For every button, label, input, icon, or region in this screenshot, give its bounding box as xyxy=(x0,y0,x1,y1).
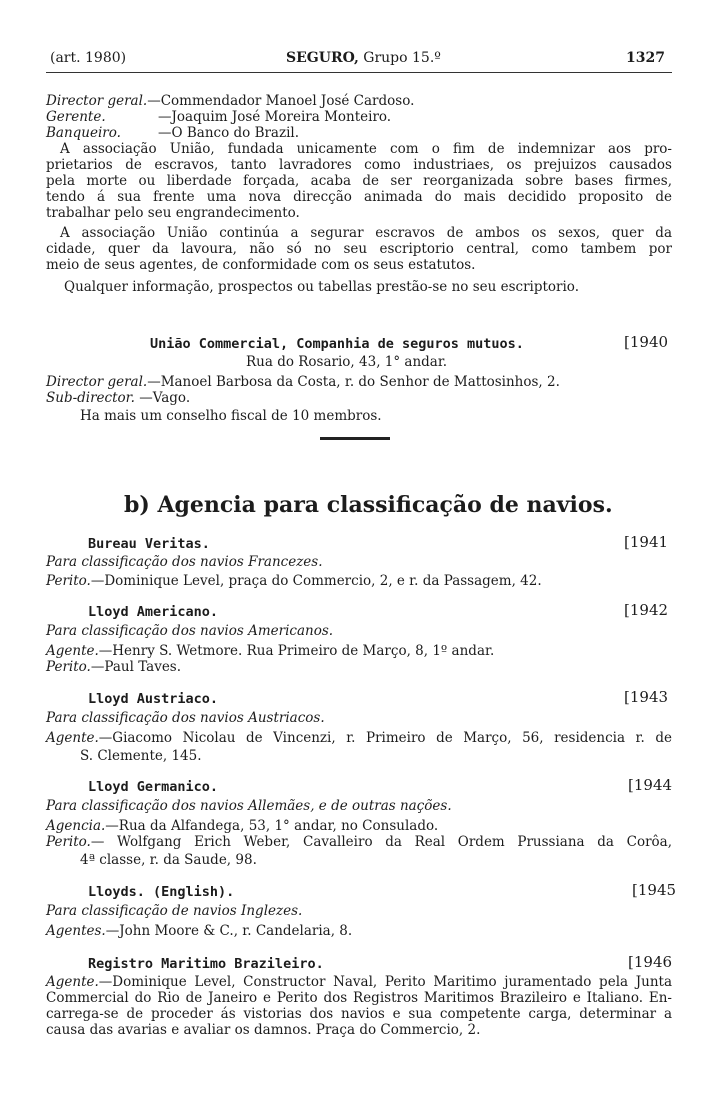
entry-number: [1943 xyxy=(624,688,669,706)
header-rule xyxy=(46,72,672,73)
agente-line xyxy=(46,643,494,659)
paragraph-1-line: prietarios de escravos, tanto lavradores como industriaes, os prejuizos causados xyxy=(46,157,672,173)
sub-director-text: —Vago. xyxy=(139,390,191,406)
perito-text: —Dominique Level, praça do Commercio, 2, e r. da Passagem, 42. xyxy=(90,573,542,589)
entry-number: [1945 xyxy=(632,881,677,899)
entry-number: [1946 xyxy=(628,953,673,971)
page-number: 1327 xyxy=(626,50,665,66)
entry-title: Bureau Veritas. xyxy=(88,536,210,552)
running-title xyxy=(286,50,441,66)
perito-label: Perito. xyxy=(46,834,91,850)
entry-subtitle: Para classificação dos navios Americanos. xyxy=(46,623,334,639)
gerente-text: —Joaquim José Moreira Monteiro. xyxy=(158,109,392,125)
agentes-text: —John Moore & C., r. Candelaria, 8. xyxy=(105,923,353,939)
entry-body-line: causa das avarias e avaliar os damnos. Praça do Commercio, 2. xyxy=(46,1022,481,1038)
entry-number: [1942 xyxy=(624,601,669,619)
agente-text: —Henry S. Wetmore. Rua Primeiro de Março, 8, 1º andar. xyxy=(98,643,495,659)
perito-label: Perito. xyxy=(46,573,91,589)
entry-body-line: carrega-se de proceder ás vistorias dos navios e sua competente carga, determinar a xyxy=(46,1006,672,1022)
agente-text: —Giacomo Nicolau de Vincenzi, r. Primeiro de Março, 56, residencia r. de xyxy=(98,730,672,746)
entry-title: Lloyd Americano. xyxy=(88,604,219,620)
separator-rule xyxy=(320,437,390,440)
director-text: —Commendador Manoel José Cardoso. xyxy=(147,93,415,109)
perito-text: — Wolfgang Erich Weber, Cavalleiro da Real Ordem Prussiana da Corôa, xyxy=(90,834,672,850)
entry-number: [1941 xyxy=(624,533,669,551)
director-geral-line xyxy=(46,374,560,390)
agencia-text: —Rua da Alfandega, 53, 1° andar, no Consulado. xyxy=(105,818,439,834)
perito-continuation: 4ª classe, r. da Saude, 98. xyxy=(80,852,257,868)
perito-line xyxy=(46,834,672,850)
article-reference: (art. 1980) xyxy=(50,50,127,66)
entry-body-line: Commercial do Rio de Janeiro e Perito dos Registros Maritimos Brazileiro e Italiano. En- xyxy=(46,990,672,1006)
entry-subtitle: Para classificação de navios Inglezes. xyxy=(46,903,303,919)
paragraph-2-line: meio de seus agentes, de conformidade com os seus estatutos. xyxy=(46,257,476,273)
sub-director-label: Sub-director. xyxy=(46,390,135,406)
entry-title: União Commercial, Companhia de seguros mutuos. xyxy=(150,336,524,352)
entry-subtitle: Para classificação dos navios Allemães, e de outras nações. xyxy=(46,798,452,814)
agente-text: —Dominique Level, Constructor Naval, Perito Maritimo juramentado pela Junta xyxy=(98,974,672,990)
agente-label: Agente. xyxy=(46,643,99,659)
entry-subtitle: Para classificação dos navios Francezes. xyxy=(46,554,323,570)
entry-title: Lloyd Germanico. xyxy=(88,779,219,795)
director-line xyxy=(46,93,414,109)
paragraph-3: Qualquer informação, prospectos ou tabellas prestão-se no seu escriptorio. xyxy=(64,279,579,295)
paragraph-2-line: cidade, quer da lavoura, não só no seu escriptorio central, como tambem por xyxy=(46,241,672,257)
paragraph-1-line: A associação União, fundada unicamente com o fim de indemnizar aos pro- xyxy=(60,141,672,157)
entry-subtitle: Para classificação dos navios Austriacos. xyxy=(46,710,325,726)
entry-title: Lloyd Austriaco. xyxy=(88,691,219,707)
entry-number: [1940 xyxy=(624,333,669,351)
sub-director-line xyxy=(46,390,190,406)
agente-line xyxy=(46,974,672,990)
entry-title: Registro Maritimo Brazileiro. xyxy=(88,956,324,972)
paragraph-1-line: tendo á sua frente uma nova direcção animada do mais decidido proposito de xyxy=(46,189,672,205)
entry-note: Ha mais um conselho fiscal de 10 membros. xyxy=(80,408,382,424)
perito-line xyxy=(46,573,542,589)
agente-line xyxy=(46,730,672,746)
agente-continuation: S. Clemente, 145. xyxy=(80,748,202,764)
section-heading: b) Agencia para classificação de navios. xyxy=(124,492,613,518)
paragraph-1-line: trabalhar pelo seu engrandecimento. xyxy=(46,205,300,221)
perito-label: Perito. xyxy=(46,659,91,675)
agente-label: Agente. xyxy=(46,730,99,746)
banqueiro-line xyxy=(46,125,299,141)
entry-number: [1944 xyxy=(628,776,673,794)
agentes-line xyxy=(46,923,352,939)
director-label: Director geral. xyxy=(46,93,148,109)
entry-address: Rua do Rosario, 43, 1° andar. xyxy=(246,354,448,370)
director-geral-text: —Manoel Barbosa da Costa, r. do Senhor de Mattosinhos, 2. xyxy=(147,374,560,390)
entry-title: Lloyds. (English). xyxy=(88,884,235,900)
running-title-group: Grupo 15.º xyxy=(358,50,441,66)
perito-text: —Paul Taves. xyxy=(90,659,182,675)
agentes-label: Agentes. xyxy=(46,923,106,939)
director-geral-label: Director geral. xyxy=(46,374,148,390)
gerente-label: Gerente. xyxy=(46,109,106,125)
agente-label: Agente. xyxy=(46,974,99,990)
agencia-line xyxy=(46,818,438,834)
paragraph-1-line: pela morte ou liberdade forçada, acaba de ser reorganizada sobre bases firmes, xyxy=(46,173,672,189)
agencia-label: Agencia. xyxy=(46,818,106,834)
banqueiro-text: —O Banco do Brazil. xyxy=(158,125,300,141)
gerente-line xyxy=(46,109,391,125)
banqueiro-label: Banqueiro. xyxy=(46,125,121,141)
perito-line xyxy=(46,659,181,675)
running-title-main: SEGURO, xyxy=(286,50,359,66)
paragraph-2-line: A associação União continúa a segurar escravos de ambos os sexos, quer da xyxy=(60,225,672,241)
